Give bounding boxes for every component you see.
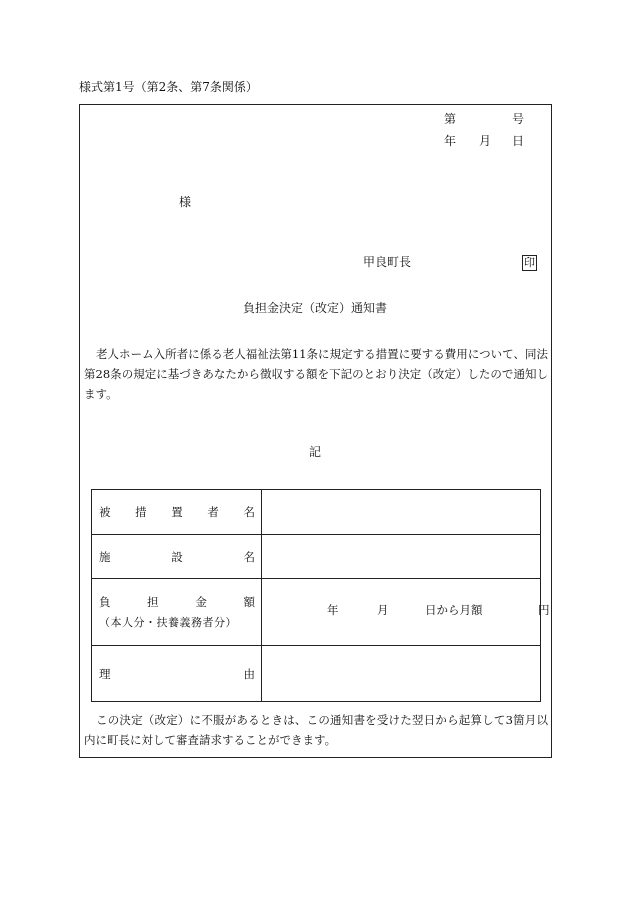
- label-amount-sub-text: （本人分・扶養義務者分）: [99, 616, 237, 629]
- footer-text: [84, 710, 548, 750]
- label-char: 金: [195, 595, 207, 609]
- body-text-content: 老人ホーム入所者に係る老人福祉法第11条に規定する措置に要する費用について、同法第28条の規定に基づきあなたから徴収する額を下記のとおり決定（改定）したので通知します。: [84, 347, 548, 401]
- label-amount-sub: [99, 614, 255, 630]
- label-recipient: [92, 490, 262, 535]
- number-go: 号: [512, 112, 525, 126]
- label-char: 担: [147, 595, 159, 609]
- issuer-name: 甲良町長: [363, 255, 412, 269]
- value-reason: [262, 646, 541, 702]
- label-char: 名: [243, 549, 255, 564]
- date-month: 月: [479, 134, 492, 148]
- amount-month: 月: [377, 603, 389, 617]
- table-row-facility: [92, 535, 541, 579]
- label-facility: [92, 535, 262, 579]
- number-dai: 第: [444, 112, 457, 126]
- table-row-reason: [92, 646, 541, 702]
- amount-from: 日から月額: [425, 603, 483, 617]
- detail-table: [91, 489, 550, 702]
- date-day: 日: [512, 134, 525, 148]
- value-amount: [262, 579, 550, 646]
- label-char: 者: [207, 505, 219, 519]
- form-header: 様式第1号（第2条、第7条関係）: [79, 80, 258, 94]
- footer-text-content: この決定（改定）に不服があるときは、この通知書を受けた翌日から起算して3箇月以内に町長に対して審査請求することができます。: [84, 713, 548, 747]
- document-title: 負担金決定（改定）通知書: [242, 301, 387, 315]
- body-text: [84, 344, 548, 404]
- label-amount: [92, 579, 262, 646]
- value-facility: [262, 535, 541, 579]
- seal-mark: 印: [524, 256, 535, 269]
- label-char: 施: [99, 549, 111, 564]
- addressee-suffix: 様: [179, 195, 192, 209]
- label-char: 額: [243, 595, 255, 609]
- table-row-amount: [92, 579, 541, 646]
- label-char: 措: [135, 505, 147, 519]
- value-recipient: [262, 490, 541, 535]
- table-row-recipient: [92, 490, 541, 535]
- label-char: 名: [243, 505, 255, 519]
- label-reason: [92, 646, 262, 702]
- label-char: 負: [99, 595, 111, 609]
- label-char: 理: [99, 666, 111, 681]
- amount-yen: 円: [538, 603, 550, 617]
- label-char: 被: [99, 505, 111, 519]
- ki-heading: 記: [308, 445, 321, 459]
- date-year: 年: [444, 134, 457, 148]
- label-char: 設: [171, 549, 183, 564]
- label-char: 由: [243, 666, 255, 681]
- amount-year: 年: [327, 603, 339, 617]
- label-char: 置: [171, 505, 183, 519]
